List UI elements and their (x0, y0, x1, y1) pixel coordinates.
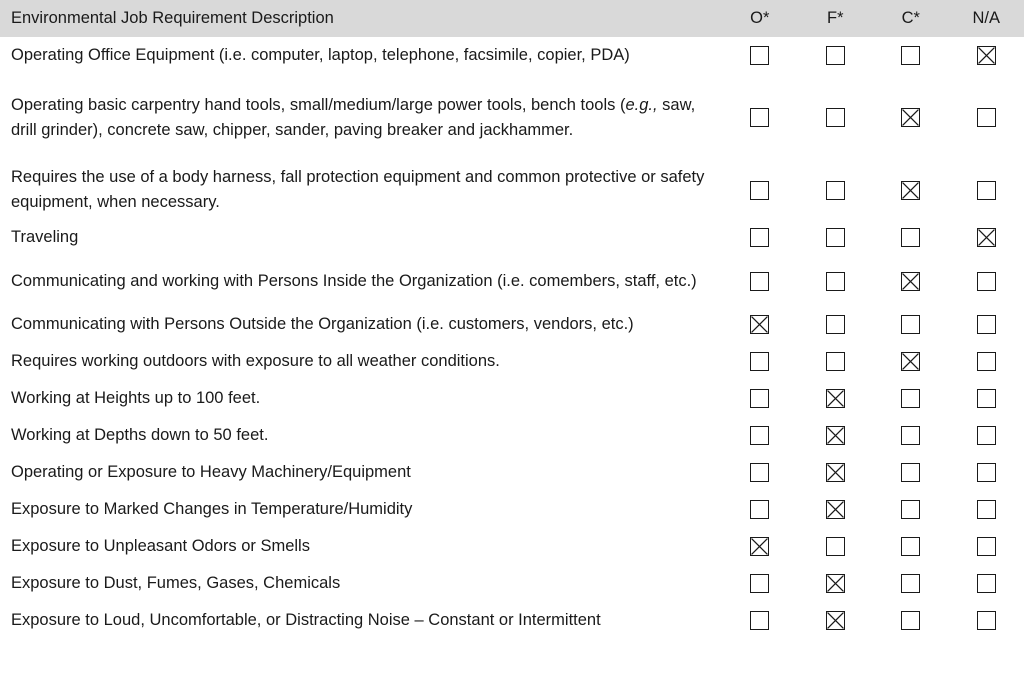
requirement-description (0, 528, 722, 565)
checkbox-c[interactable] (901, 611, 920, 630)
checkbox-na[interactable] (977, 315, 996, 334)
checkbox-na[interactable] (977, 611, 996, 630)
cell-na (949, 37, 1024, 74)
description-text: Exposure to Dust, Fumes, Gases, Chemicals (11, 574, 341, 592)
x-mark-icon (751, 316, 768, 333)
checkbox-f-checked[interactable] (826, 426, 845, 445)
table-row (0, 602, 1024, 639)
cell-o (722, 256, 798, 306)
description-text: saw, drill grinder), concrete saw, chipper, sander, paving breaker and jackhammer. (11, 95, 696, 139)
checkbox-f[interactable] (826, 108, 845, 127)
table-body (0, 37, 1024, 639)
checkbox-o[interactable] (750, 46, 769, 65)
cell-f (798, 380, 874, 417)
table-row (0, 343, 1024, 380)
cell-f (798, 161, 874, 219)
table-row (0, 161, 1024, 219)
cell-na (949, 380, 1024, 417)
checkbox-o[interactable] (750, 181, 769, 200)
description-text: Operating basic carpentry hand tools, small/medium/large power tools, bench tools ( (11, 95, 626, 114)
table-row (0, 491, 1024, 528)
x-mark-icon (827, 612, 844, 629)
requirement-description (0, 417, 722, 454)
cell-o (722, 343, 798, 380)
x-mark-icon (978, 47, 995, 64)
header-c: C* (901, 9, 920, 27)
requirement-description (0, 37, 722, 74)
cell-c (873, 37, 949, 74)
checkbox-na[interactable] (977, 574, 996, 593)
cell-c (873, 454, 949, 491)
x-mark-icon (751, 538, 768, 555)
checkbox-o[interactable] (750, 426, 769, 445)
cell-o (722, 306, 798, 343)
x-mark-icon (902, 182, 919, 199)
checkbox-c[interactable] (901, 228, 920, 247)
checkbox-o-checked[interactable] (750, 537, 769, 556)
header-f: F* (827, 9, 844, 27)
requirement-description (0, 491, 722, 528)
table-row (0, 454, 1024, 491)
cell-f (798, 256, 874, 306)
cell-c (873, 602, 949, 639)
cell-na (949, 491, 1024, 528)
table-row (0, 528, 1024, 565)
checkbox-o[interactable] (750, 272, 769, 291)
requirement-description (0, 161, 722, 219)
checkbox-na[interactable] (977, 463, 996, 482)
checkbox-c[interactable] (901, 574, 920, 593)
cell-f (798, 565, 874, 602)
checkbox-c-checked[interactable] (901, 272, 920, 291)
cell-na (949, 454, 1024, 491)
requirement-description (0, 454, 722, 491)
description-text: Working at Depths down to 50 feet. (11, 426, 269, 444)
header-na: N/A (972, 9, 1000, 27)
x-mark-icon (902, 273, 919, 290)
cell-na (949, 565, 1024, 602)
cell-c (873, 161, 949, 219)
cell-o (722, 74, 798, 161)
checkbox-c-checked[interactable] (901, 352, 920, 371)
cell-f (798, 602, 874, 639)
cell-o (722, 491, 798, 528)
cell-c (873, 306, 949, 343)
checkbox-f[interactable] (826, 315, 845, 334)
cell-f (798, 37, 874, 74)
cell-f (798, 74, 874, 161)
description-text: Working at Heights up to 100 feet. (11, 389, 261, 407)
cell-f (798, 219, 874, 256)
cell-o (722, 528, 798, 565)
table-row (0, 219, 1024, 256)
requirement-description (0, 219, 722, 256)
cell-c (873, 343, 949, 380)
description-text: Traveling (11, 228, 79, 246)
checkbox-na[interactable] (977, 352, 996, 371)
checkbox-c[interactable] (901, 46, 920, 65)
cell-na (949, 528, 1024, 565)
description-text: Exposure to Marked Changes in Temperature/Humidity (11, 500, 413, 518)
cell-f (798, 454, 874, 491)
checkbox-na[interactable] (977, 181, 996, 200)
cell-o (722, 380, 798, 417)
checkbox-c[interactable] (901, 426, 920, 445)
checkbox-f[interactable] (826, 352, 845, 371)
cell-c (873, 491, 949, 528)
table-row (0, 37, 1024, 74)
cell-o (722, 454, 798, 491)
checkbox-f-checked[interactable] (826, 463, 845, 482)
description-text: Requires working outdoors with exposure to all weather conditions. (11, 352, 500, 370)
x-mark-icon (827, 501, 844, 518)
x-mark-icon (827, 390, 844, 407)
checkbox-f[interactable] (826, 181, 845, 200)
cell-na (949, 256, 1024, 306)
cell-o (722, 37, 798, 74)
requirement-description (0, 380, 722, 417)
description-emphasis: e.g., (625, 95, 658, 114)
checkbox-o-checked[interactable] (750, 315, 769, 334)
table-row (0, 380, 1024, 417)
checkbox-f[interactable] (826, 537, 845, 556)
cell-na (949, 161, 1024, 219)
header-o: O* (750, 9, 770, 27)
cell-o (722, 161, 798, 219)
x-mark-icon (827, 427, 844, 444)
cell-f (798, 306, 874, 343)
checkbox-o[interactable] (750, 574, 769, 593)
requirement-description (0, 343, 722, 380)
checkbox-na[interactable] (977, 537, 996, 556)
checkbox-f[interactable] (826, 272, 845, 291)
checkbox-na[interactable] (977, 108, 996, 127)
checkbox-c-checked[interactable] (901, 181, 920, 200)
checkbox-c[interactable] (901, 315, 920, 334)
cell-f (798, 343, 874, 380)
requirement-description (0, 602, 722, 639)
table-row (0, 417, 1024, 454)
checkbox-c[interactable] (901, 389, 920, 408)
description-text: Communicating with Persons Outside the Organization (i.e. customers, vendors, etc.) (11, 315, 634, 333)
checkbox-na[interactable] (977, 500, 996, 519)
checkbox-o[interactable] (750, 611, 769, 630)
table-row (0, 256, 1024, 306)
cell-na (949, 602, 1024, 639)
checkbox-f[interactable] (826, 228, 845, 247)
checkbox-na-checked[interactable] (977, 228, 996, 247)
checkbox-na[interactable] (977, 389, 996, 408)
checkbox-c-checked[interactable] (901, 108, 920, 127)
checkbox-o[interactable] (750, 108, 769, 127)
cell-c (873, 380, 949, 417)
requirement-description (0, 565, 722, 602)
checkbox-na[interactable] (977, 426, 996, 445)
checkbox-na-checked[interactable] (977, 46, 996, 65)
checkbox-f-checked[interactable] (826, 389, 845, 408)
cell-c (873, 417, 949, 454)
checkbox-na[interactable] (977, 272, 996, 291)
cell-c (873, 219, 949, 256)
description-text: Operating or Exposure to Heavy Machinery/Equipment (11, 463, 411, 481)
cell-na (949, 306, 1024, 343)
description-text: Requires the use of a body harness, fall protection equipment and common protective or safety equipment, when necessary. (11, 168, 705, 211)
checkbox-o[interactable] (750, 500, 769, 519)
cell-c (873, 74, 949, 161)
cell-f (798, 528, 874, 565)
x-mark-icon (902, 109, 919, 126)
table-header (0, 0, 1024, 37)
checkbox-o[interactable] (750, 463, 769, 482)
x-mark-icon (902, 353, 919, 370)
cell-c (873, 528, 949, 565)
checkbox-o[interactable] (750, 389, 769, 408)
cell-c (873, 256, 949, 306)
description-text: Exposure to Unpleasant Odors or Smells (11, 537, 310, 555)
checkbox-o[interactable] (750, 352, 769, 371)
checkbox-f-checked[interactable] (826, 574, 845, 593)
x-mark-icon (827, 575, 844, 592)
requirement-description (0, 306, 722, 343)
cell-na (949, 417, 1024, 454)
table-row (0, 565, 1024, 602)
checkbox-f-checked[interactable] (826, 500, 845, 519)
cell-na (949, 219, 1024, 256)
x-mark-icon (978, 229, 995, 246)
cell-o (722, 219, 798, 256)
checkbox-c[interactable] (901, 500, 920, 519)
cell-c (873, 565, 949, 602)
checkbox-c[interactable] (901, 463, 920, 482)
cell-o (722, 602, 798, 639)
header-description: Environmental Job Requirement Description (11, 9, 334, 27)
requirement-description (0, 74, 722, 161)
checkbox-c[interactable] (901, 537, 920, 556)
cell-na (949, 343, 1024, 380)
table-row (0, 306, 1024, 343)
cell-o (722, 417, 798, 454)
description-text: Communicating and working with Persons Inside the Organization (i.e. comembers, staff, etc.) (11, 271, 697, 290)
cell-f (798, 491, 874, 528)
cell-o (722, 565, 798, 602)
checkbox-o[interactable] (750, 228, 769, 247)
requirement-description (0, 256, 722, 306)
description-text: Operating Office Equipment (i.e. computer, laptop, telephone, facsimile, copier, PDA) (11, 46, 630, 64)
table-row (0, 74, 1024, 161)
x-mark-icon (827, 464, 844, 481)
cell-na (949, 74, 1024, 161)
cell-f (798, 417, 874, 454)
description-text: Exposure to Loud, Uncomfortable, or Distracting Noise – Constant or Intermittent (11, 611, 601, 629)
checkbox-f[interactable] (826, 46, 845, 65)
checkbox-f-checked[interactable] (826, 611, 845, 630)
